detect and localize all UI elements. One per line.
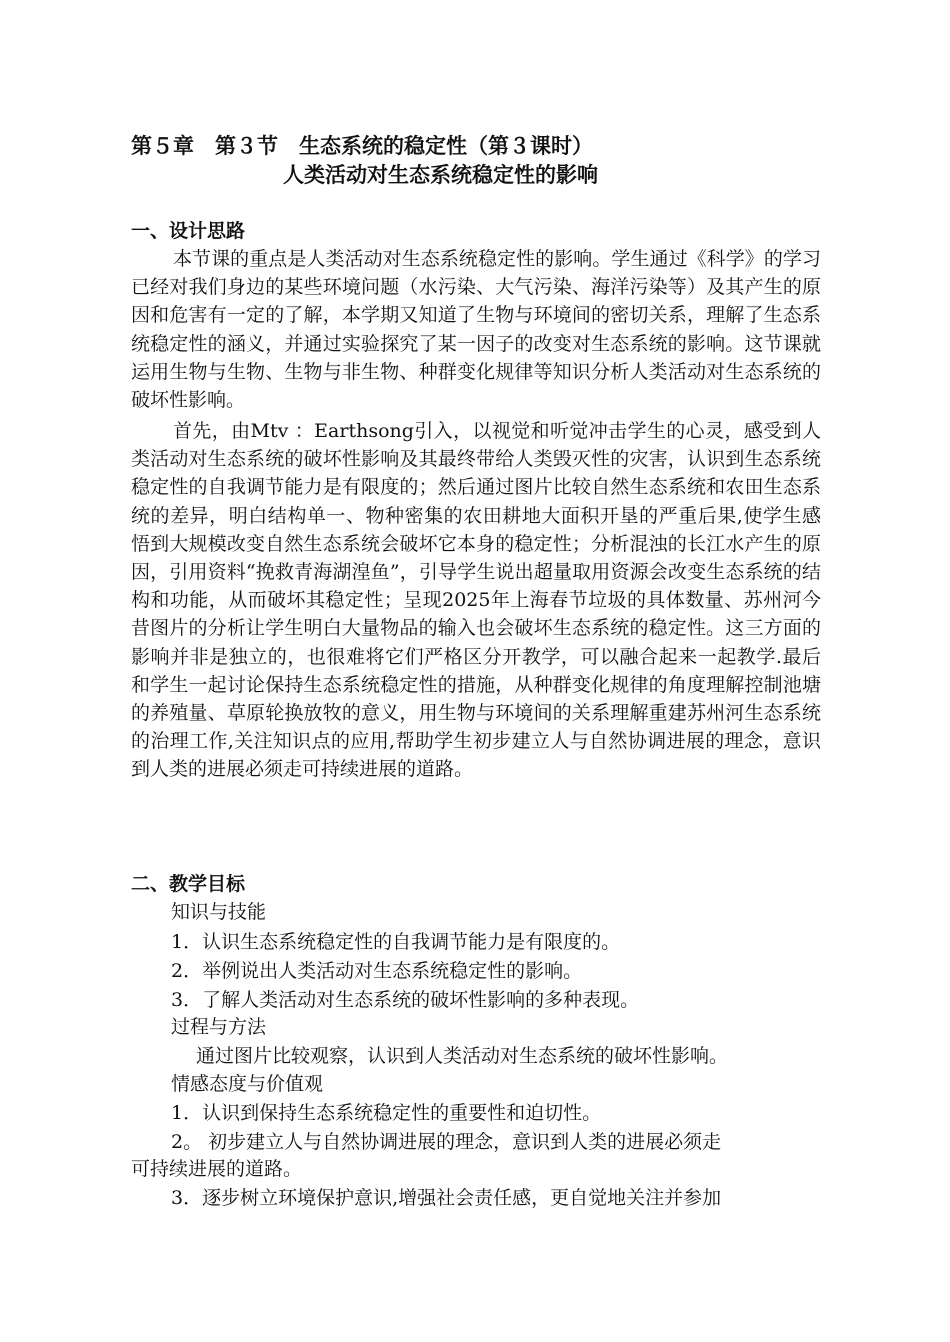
list-item: 3．逐步树立环境保护意识,增强社会责任感，更自觉地关注并参加	[171, 1187, 722, 1209]
list-item: 1．认识生态系统稳定性的自我调节能力是有限度的。	[171, 931, 621, 953]
paragraph-design-intro: 本节课的重点是人类活动对生态系统稳定性的影响。学生通过《科学》的学习已经对我们身边的某些环境问题（水污染、大气污染、海洋污染等）及其产生的原因和危害有一定的了解，本学期又知道了生物与环境间的密切关系，理解了生态系统稳定性的涵义，并通过实验探究了某一因子的改变对生态系统的影响。这节课就运用生物与生物、生物与非生物、种群变化规律等知识分析人类活动对生态系统的破坏性影响。	[131, 248, 821, 412]
document-title-line1: 第５章 第３节 生态系统的稳定性（第３课时）	[131, 134, 593, 158]
list-item: 3．了解人类活动对生态系统的破坏性影响的多种表现。	[171, 989, 640, 1011]
list-item-continuation: 可持续进展的道路。	[131, 1158, 303, 1180]
list-item: 2。 初步建立人与自然协调进展的理念，意识到人类的进展必须走	[171, 1131, 722, 1153]
paragraph-design-process: 首先，由Mtv ：Earthsong引入，以视觉和听觉冲击学生的心灵，感受到人类活动对生态系统的破坏性影响及其最终带给人类毁灭性的灾害，认识到生态系统稳定性的自我调节能力是有限度的；然后通过图片比较自然生态系统和农田生态系统的差异，明白结构单一、物种密集的农田耕地大面积开垦的严重后果,使学生感悟到大规模改变自然生态系统会破坏它本身的稳定性；分析混浊的长江水产生的原因，引用资料“挽救青海湖湟鱼”，引导学生说出超量取用资源会改变生态系统的结构和功能，从而破坏其稳定性；呈现2025年上海春节垃圾的具体数量、苏州河今昔图片的分析让学生明白大量物品的输入也会破坏生态系统的稳定性。这三方面的影响并非是独立的，也很难将它们严格区分开教学，可以融合起来一起教学.最后和学生一起讨论保持生态系统稳定性的措施，从种群变化规律的角度理解控制池塘的养殖量、草原轮换放牧的意义，用生物与环境间的关系理解重建苏州河生态系统的治理工作,关注知识点的应用,帮助学生初步建立人与自然协调进展的理念，意识到人类的进展必须走可持续进展的道路。	[131, 420, 821, 781]
section-heading-design: 一、设计思路	[131, 220, 246, 242]
section-heading-objectives: 二、教学目标	[131, 873, 246, 895]
list-item: 2．举例说出人类活动对生态系统稳定性的影响。	[171, 960, 583, 982]
subheading-process-methods: 过程与方法	[171, 1016, 267, 1038]
process-methods-text: 通过图片比较观察，认识到人类活动对生态系统的破坏性影响。	[196, 1045, 729, 1067]
subheading-knowledge-skills: 知识与技能	[171, 901, 267, 923]
subheading-attitudes-values: 情感态度与价值观	[171, 1073, 324, 1095]
list-item: 1．认识到保持生态系统稳定性的重要性和迫切性。	[171, 1102, 602, 1124]
document-title-line2: 人类活动对生态系统稳定性的影响	[283, 163, 598, 187]
